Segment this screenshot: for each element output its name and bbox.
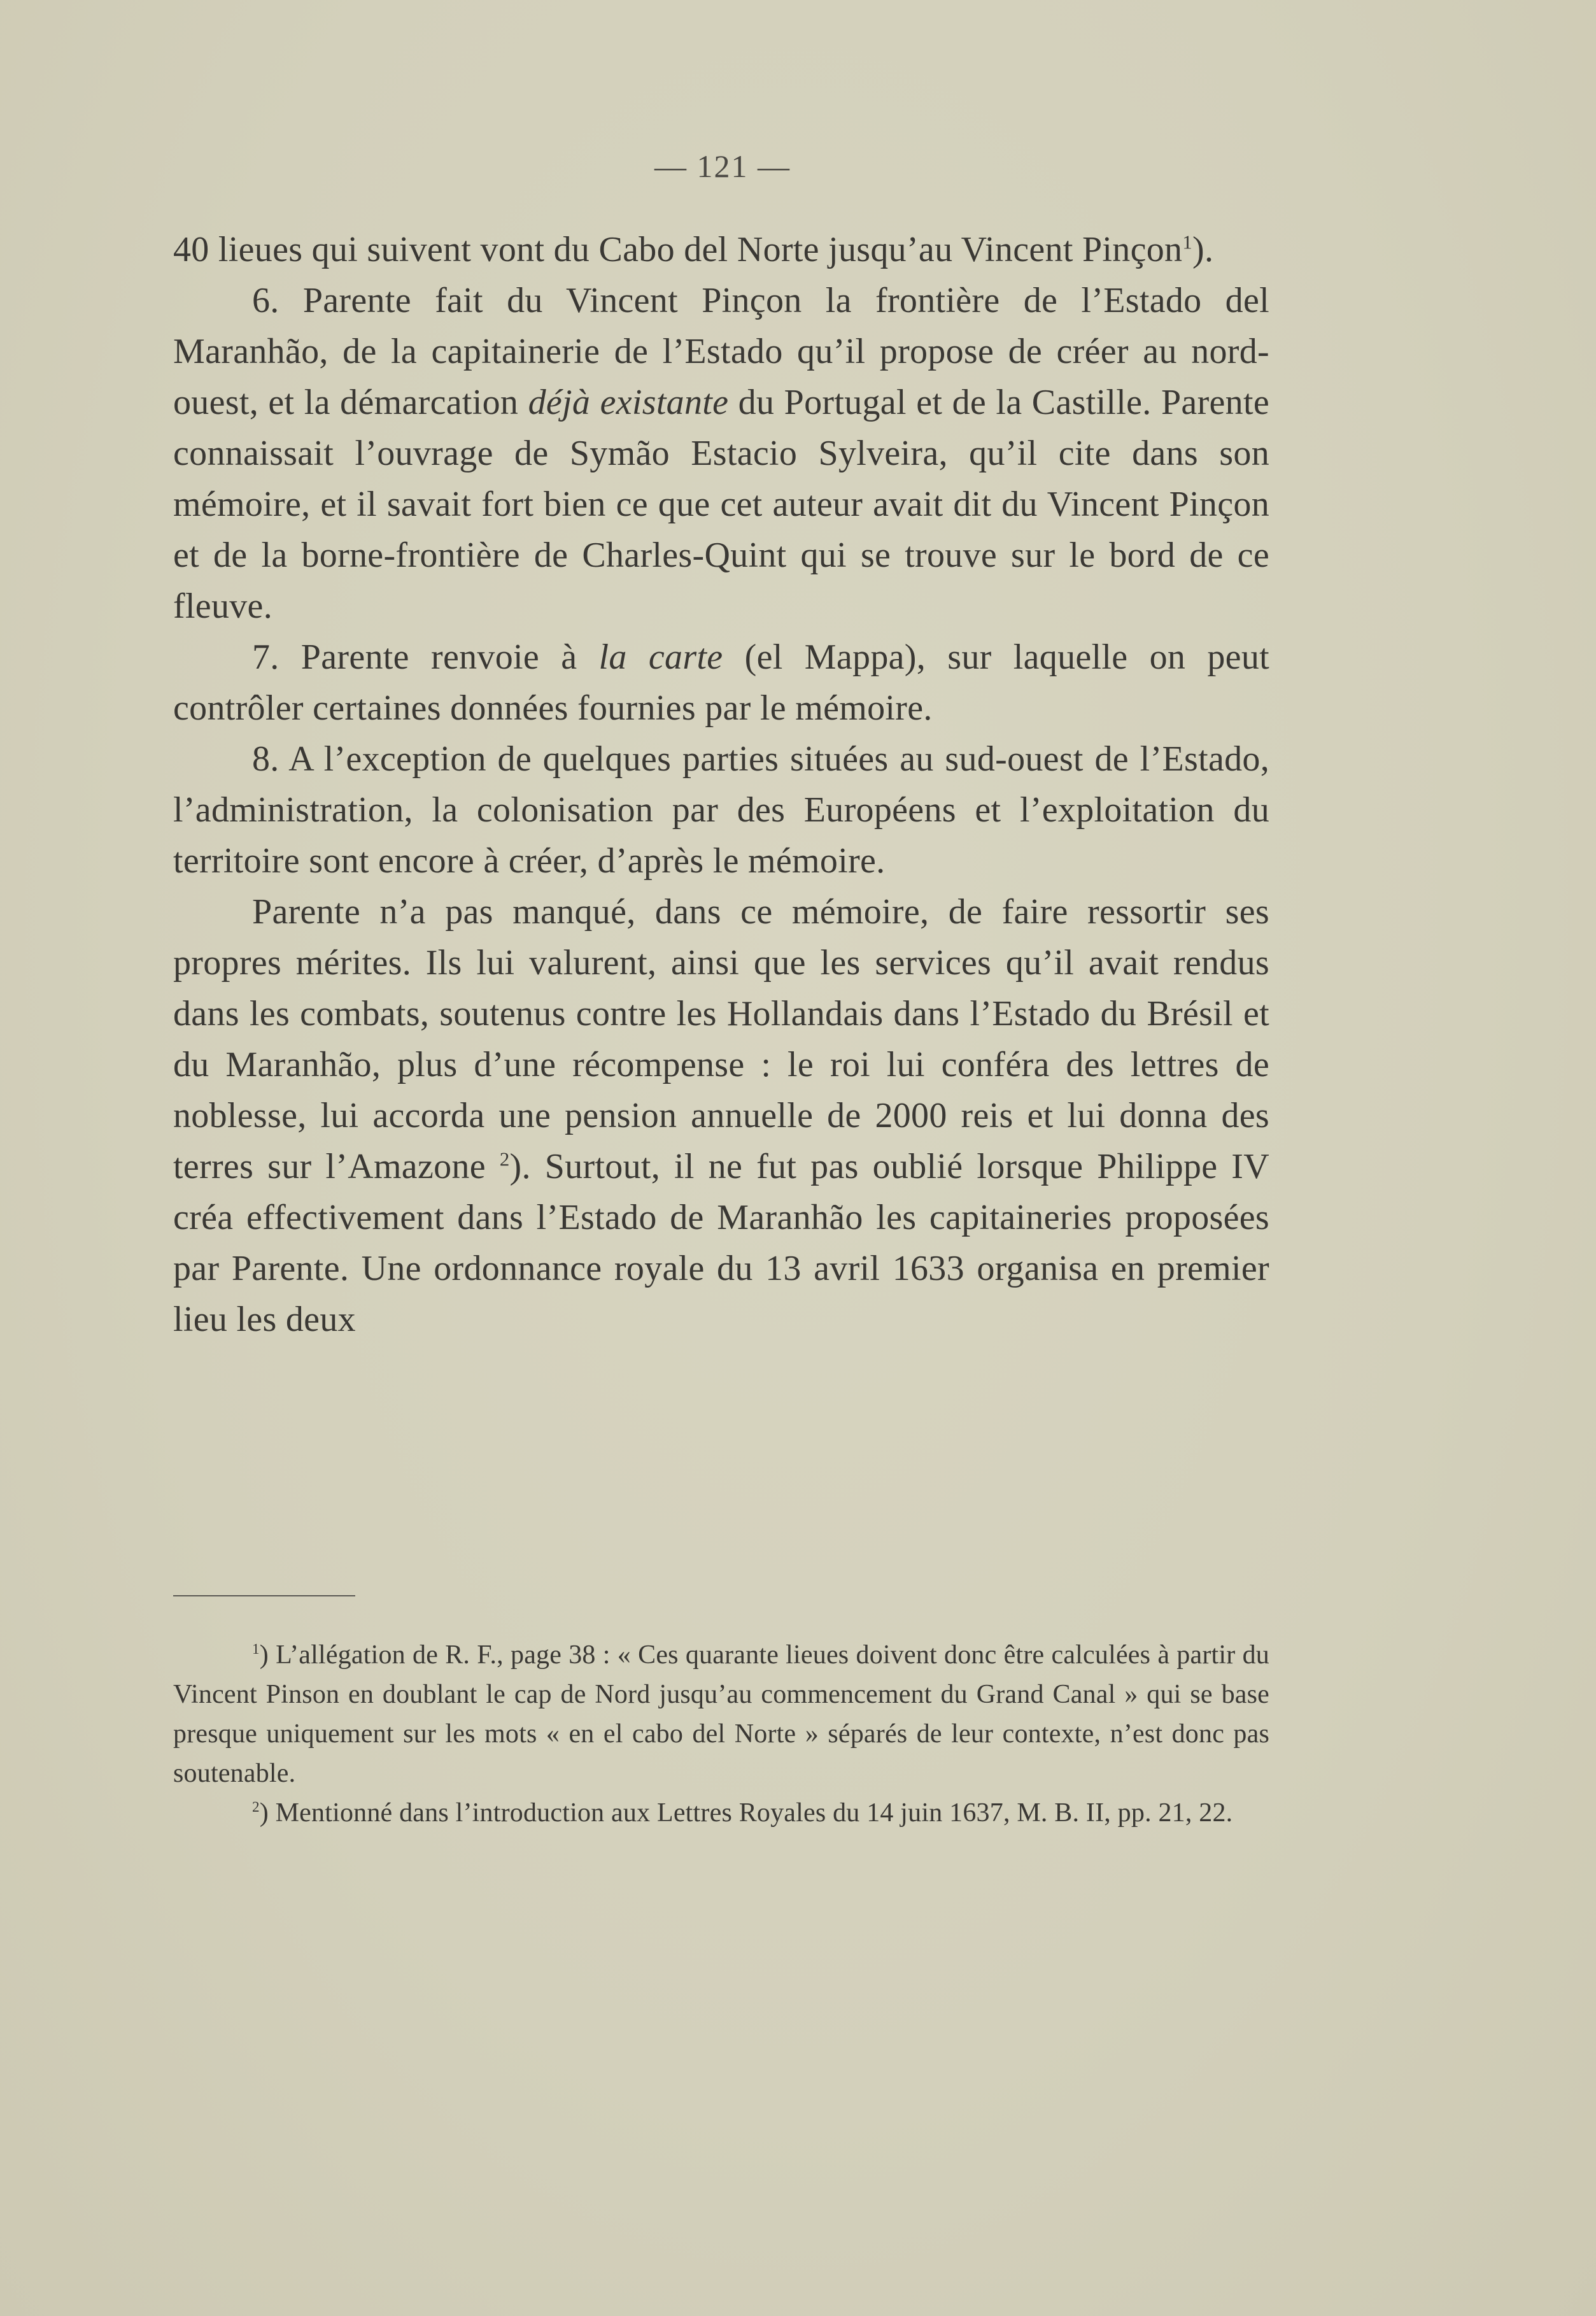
text-segment: (el Mappa), sur laquelle on peut contrôler certaines données fournies par le mémoire. [173,637,1269,728]
text-segment: 7. Parente renvoie à [252,637,599,677]
paragraph [173,224,1269,275]
text-segment: ) Mentionné dans l’introduction aux Lettres Royales du 14 juin 1637, M. B. II, pp. 21, 22. [259,1798,1233,1828]
footnotes [173,1635,1269,1833]
main-text [173,224,1269,1345]
footnote-marker: 2 [252,1798,260,1815]
footnote-marker: 2 [499,1148,510,1170]
paragraph [173,632,1269,734]
paragraph [173,734,1269,886]
italic-text: déjà existante [528,383,729,422]
footnote-marker: 1 [1182,231,1193,253]
text-segment: ). Surtout, il ne fut pas oublié lorsque Philippe IV créa effectivement dans l’Estado de Maranhão les capitaineries proposées par Parente. Une ordonnance royale du 13 avril 1633 organisa en premier lieu les deux [173,1147,1269,1339]
paragraph [173,275,1269,632]
text-segment: Parente n’a pas manqué, dans ce mémoire, de faire ressortir ses propres mérites. Ils lui valurent, ainsi que les services qu’il avait rendus dans les combats, soutenus contre les Hollandais dans l’Estado du Brésil et du Maranhão, plus d’une récompense : le roi lui conféra des lettres de noblesse, lui accorda une pension annuelle de 2000 reis et lui donna des terres sur l’Amazone [173,892,1269,1186]
text-segment: ) L’allégation de R. F., page 38 : « Ces quarante lieues doivent donc être calculées à partir du Vincent Pinson en doublant le cap de Nord jusqu’au commencement du Grand Canal » qui se base presque uniquement sur les mots « en el cabo del Norte » séparés de leur contexte, n’est donc pas soutenable. [173,1640,1269,1788]
text-segment: ). [1192,230,1214,269]
footnote-marker: 1 [252,1640,260,1657]
footnote [173,1635,1269,1793]
text-segment: 40 lieues qui suivent vont du Cabo del Norte jusqu’au Vincent Pinçon [173,230,1183,269]
paragraph [173,886,1269,1345]
footnote [173,1793,1269,1833]
text-segment: 6. Parente fait du Vincent Pinçon la frontière de l’Estado del Maranhão, de la capitainerie de l’Estado qu’il propose de créer au nord-ouest, et la démarcation [173,281,1269,422]
italic-text: la carte [598,637,723,677]
text-segment: du Portugal et de la Castille. Parente connaissait l’ouvrage de Symão Estacio Sylveira, qu’il cite dans son mémoire, et il savait fort bien ce que cet auteur avait dit du Vincent Pinçon et de la borne-frontière de Charles-Quint qui se trouve sur le bord de ce fleuve. [173,383,1269,626]
text-segment: 8. A l’exception de quelques parties situées au sud-ouest de l’Estado, l’administration, la colonisation par des Européens et l’exploitation du territoire sont encore à créer, d’après le mémoire. [173,739,1269,881]
page-number: — 121 — [654,148,791,184]
footnote-separator [173,1595,355,1596]
